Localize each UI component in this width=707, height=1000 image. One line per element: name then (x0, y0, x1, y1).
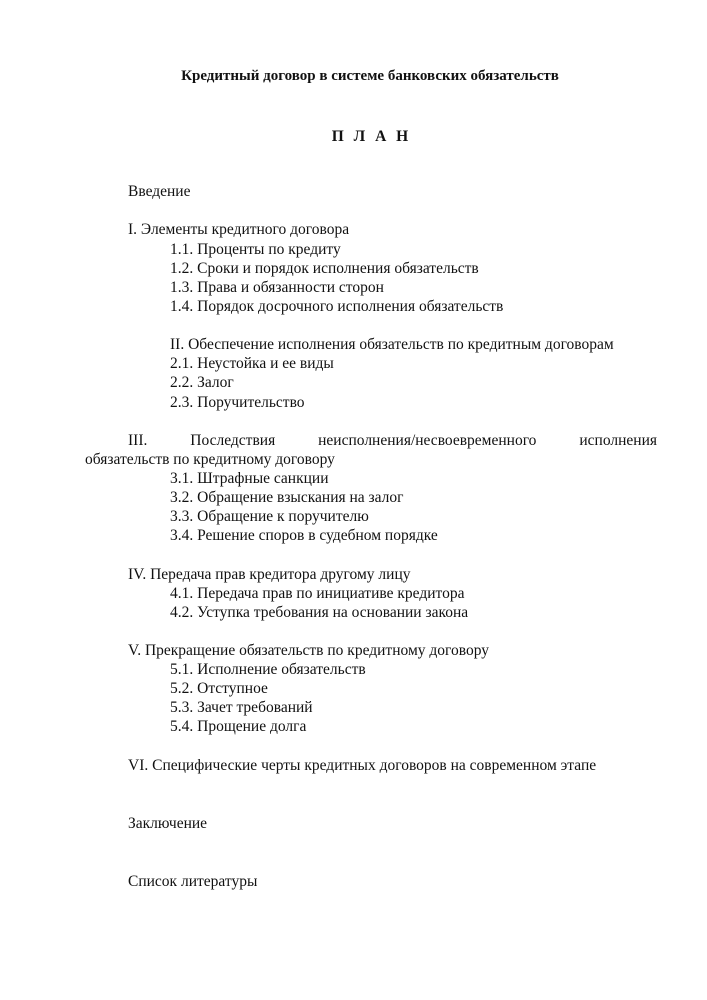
toc-subitem: 1.3. Права и обязанности сторон (170, 279, 384, 296)
toc-subitem: 5.1. Исполнение обязательств (170, 661, 366, 678)
document-title: Кредитный договор в системе банковских обязательств (181, 68, 559, 84)
toc-section-heading: V. Прекращение обязательств по кредитному договору (128, 642, 490, 659)
toc-section-heading: II. Обеспечение исполнения обязательств по кредитным договорам (170, 336, 614, 353)
toc-subitem: 3.1. Штрафные санкции (170, 470, 329, 487)
toc-subitem: 3.4. Решение споров в судебном порядке (170, 527, 438, 544)
toc-subitem: 4.1. Передача прав по инициативе кредитора (170, 585, 465, 602)
toc-section-heading-line1: III. Последствия неисполнения/несвоевременного исполнения (128, 432, 657, 449)
toc-section-heading-line2: обязательств по кредитному договору (85, 451, 335, 468)
toc-subitem: 3.3. Обращение к поручителю (170, 508, 369, 525)
toc-section-heading: VI. Специфические черты кредитных договоров на современном этапе (128, 757, 597, 774)
toc-subitem: 3.2. Обращение взыскания на залог (170, 489, 404, 506)
toc-section-heading: IV. Передача прав кредитора другому лицу (128, 566, 411, 583)
toc-subitem: 4.2. Уступка требования на основании закона (170, 604, 469, 621)
toc-subitem: 2.1. Неустойка и ее виды (170, 355, 334, 372)
plan-heading: П Л А Н (331, 128, 409, 145)
toc-subitem: 2.2. Залог (170, 374, 234, 391)
toc-bibliography: Список литературы (128, 873, 258, 890)
toc-conclusion: Заключение (128, 815, 208, 832)
toc-subitem: 1.4. Порядок досрочного исполнения обязательств (170, 298, 504, 315)
toc-intro: Введение (128, 183, 191, 200)
toc-subitem: 5.3. Зачет требований (170, 699, 313, 716)
toc-subitem: 1.2. Сроки и порядок исполнения обязательств (170, 260, 479, 277)
toc-subitem: 5.2. Отступное (170, 680, 268, 697)
toc-subitem: 5.4. Прощение долга (170, 718, 307, 735)
toc-subitem: 1.1. Проценты по кредиту (170, 241, 341, 258)
toc-subitem: 2.3. Поручительство (170, 394, 305, 411)
toc-section-heading: I. Элементы кредитного договора (128, 221, 350, 238)
